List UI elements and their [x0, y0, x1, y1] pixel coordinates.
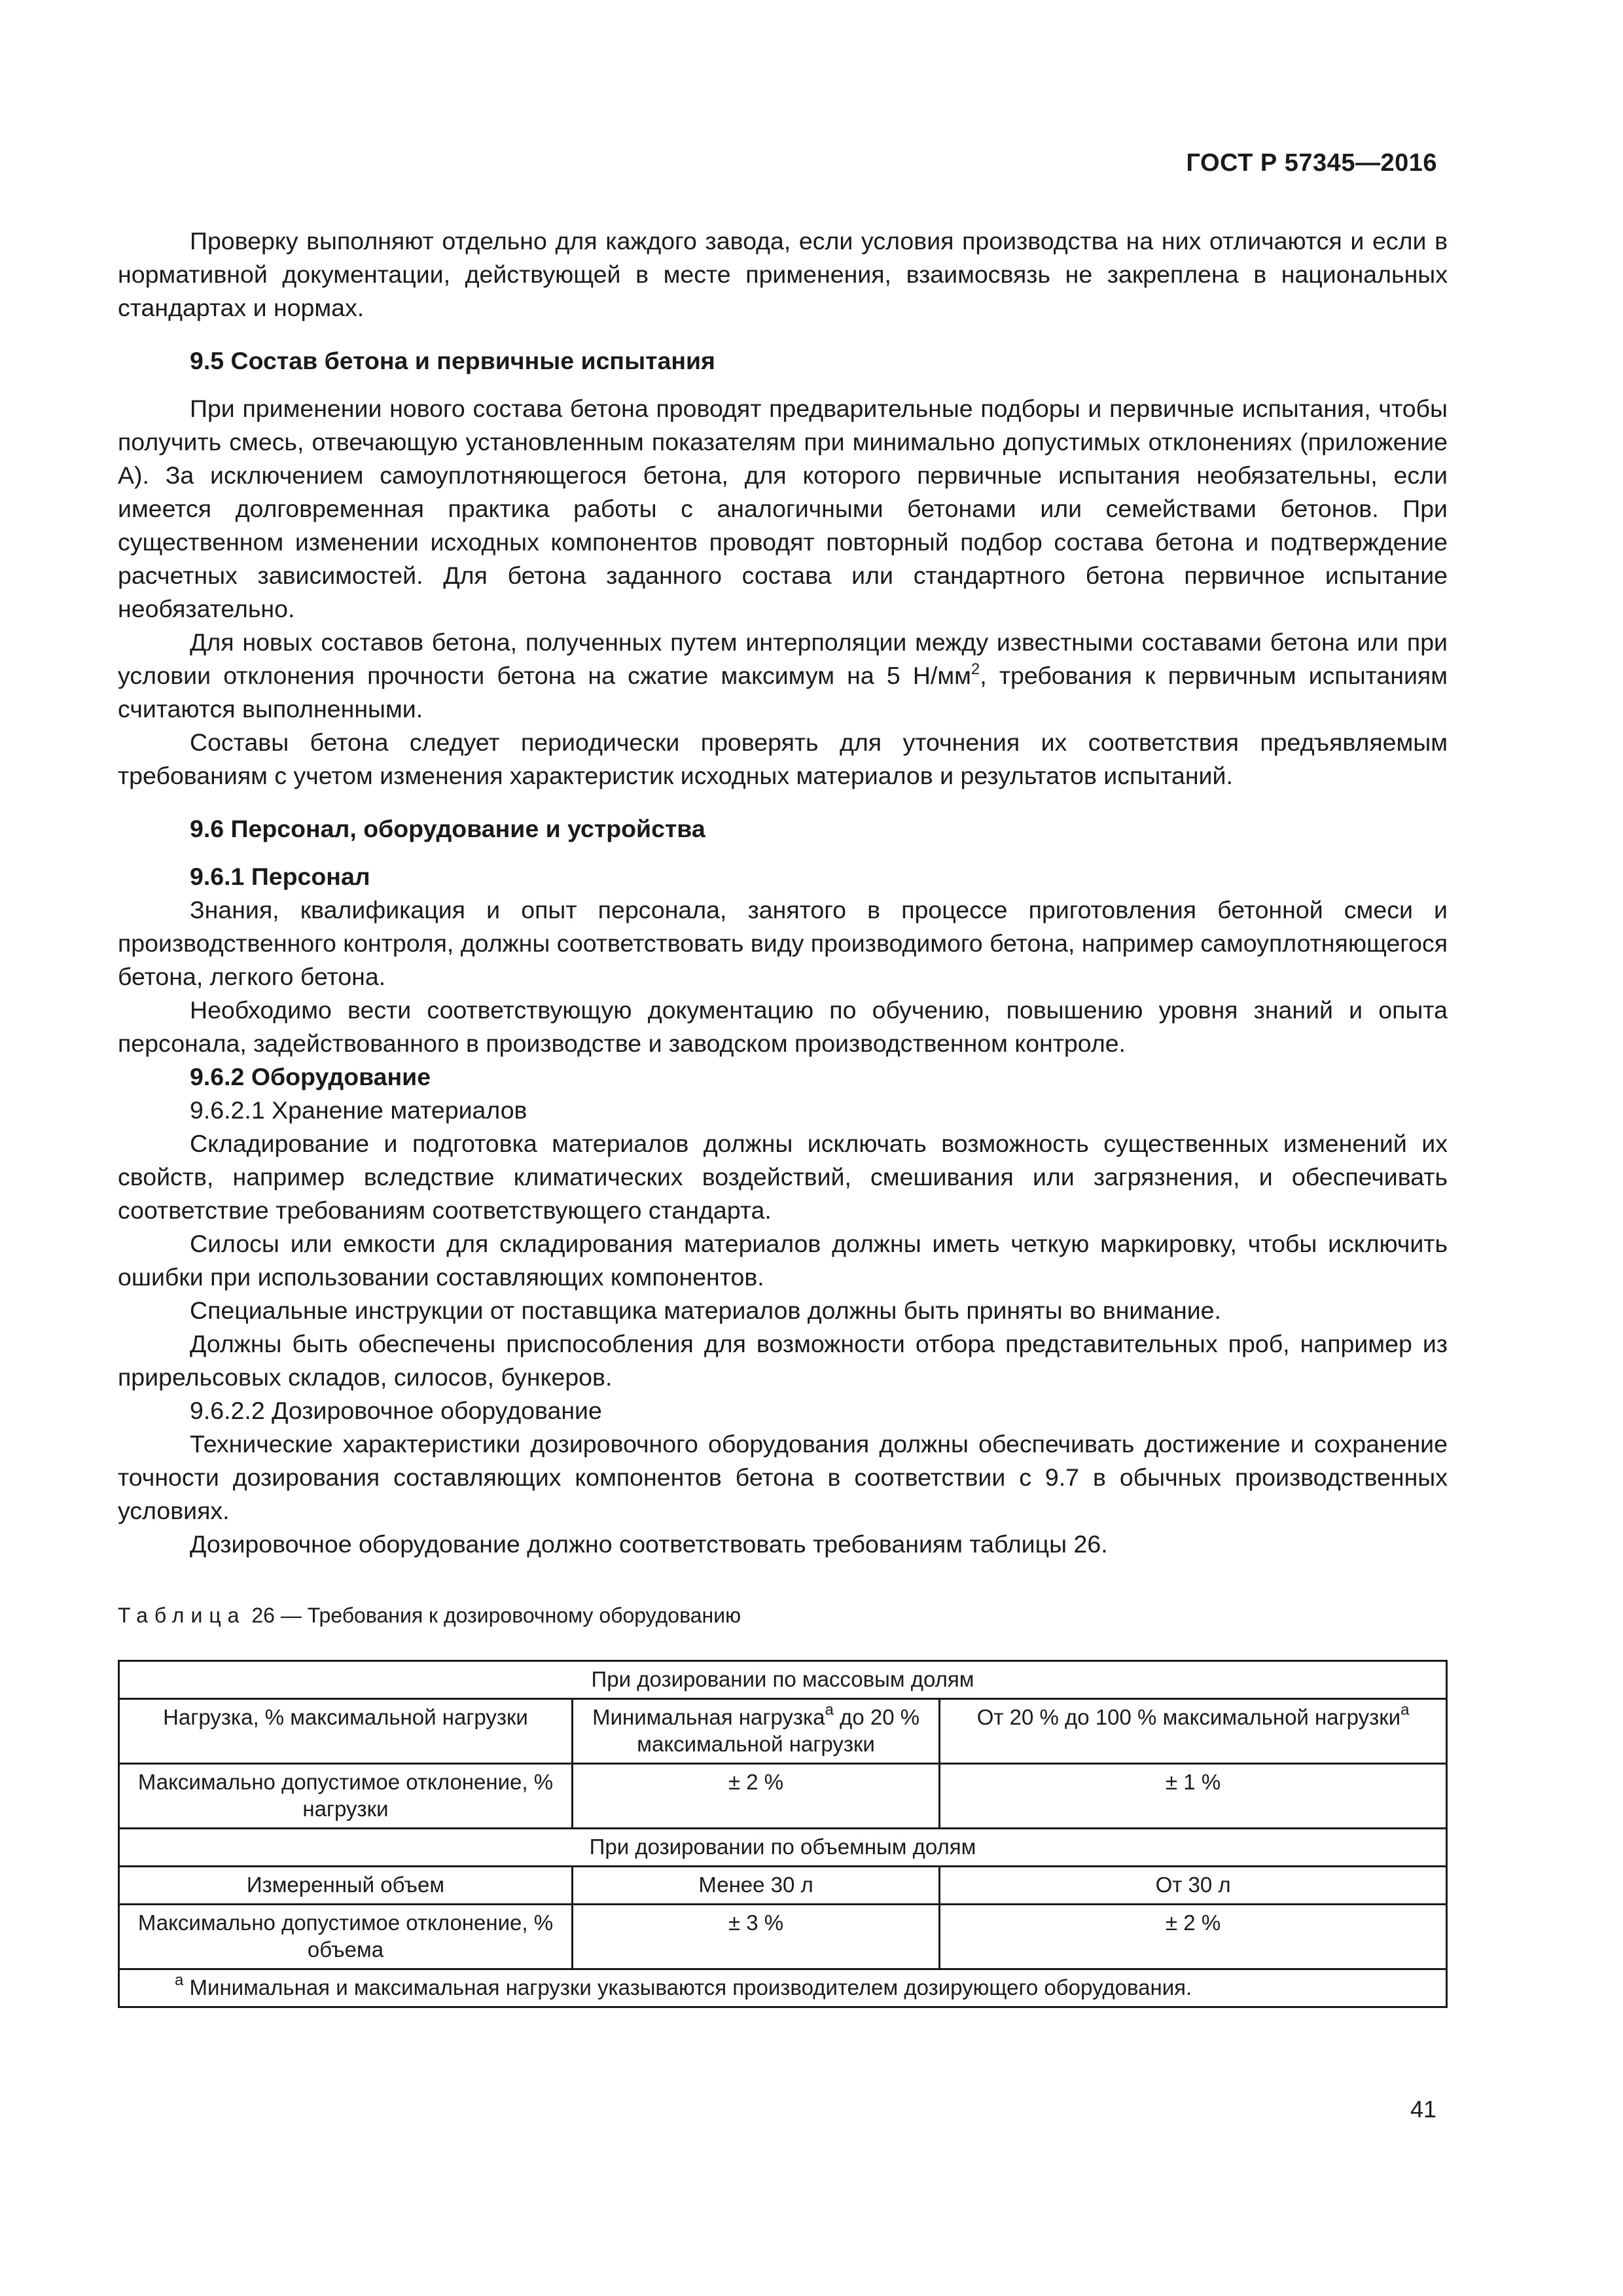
table-cell-load-header: Нагрузка, % максимальной нагрузки	[119, 1699, 573, 1764]
paragraph-9-6-1-2: Необходимо вести соответствующую документацию по обучению, повышению уровня знаний и опыта персонала, задействованного в производстве и заводском производственном контроле.	[118, 996, 1448, 1057]
table-cell-volume-large: От 30 л	[940, 1867, 1447, 1905]
superscript-2: 2	[971, 660, 980, 678]
table-cell-mass-deviation-max: ± 1 %	[940, 1764, 1447, 1829]
section-heading-9-5: 9.5 Состав бетона и первичные испытания	[190, 347, 715, 374]
document-code: ГОСТ Р 57345—2016	[1186, 149, 1437, 177]
body-text	[118, 224, 1448, 1561]
section-heading-9-6: 9.6 Персонал, оборудование и устройства	[190, 815, 705, 842]
table-caption	[118, 1602, 1448, 1628]
footnote-text: Минимальная и максимальная нагрузки указываются производителем дозирующего оборудования.	[183, 1975, 1192, 2000]
footnote-marker: а	[1400, 1701, 1410, 1719]
paragraph-9-5-2-part-b: , требования к первичным испытаниям считаются выполненными.	[118, 662, 1448, 723]
table-row	[119, 1969, 1447, 2007]
table-26	[118, 1660, 1448, 2008]
paragraph-9-6-2-1-1: Складирование и подготовка материалов должны исключать возможность существенных изменений их свойств, например вследствие климатических воздействий, смешивания или загрязнения, и обеспечивать соответствие требованиям соответствующего стандарта.	[118, 1130, 1448, 1224]
table-cell-volume-deviation-label: Максимально допустимое отклонение, % объема	[119, 1905, 573, 1969]
paragraph-9-5-3: Составы бетона следует периодически проверять для уточнения их соответствия предъявляемым требованиям с учетом изменения характеристик исходных материалов и результатов испытаний.	[118, 728, 1448, 789]
table-cell-mass-deviation-min: ± 2 %	[572, 1764, 939, 1829]
clause-heading-9-6-2-1: 9.6.2.1 Хранение материалов	[190, 1096, 527, 1124]
table-section-header-volume: При дозировании по объемным долям	[119, 1829, 1447, 1867]
paragraph-9-6-2-2-1: Технические характеристики дозировочного оборудования должны обеспечивать достижение и сохранение точности дозирования составляющих компонентов бетона в соответствии с 9.7 в обычных производственных условиях.	[118, 1430, 1448, 1524]
table-cell-volume-deviation-small: ± 3 %	[572, 1905, 939, 1969]
clause-heading-9-6-2-2: 9.6.2.2 Дозировочное оборудование	[190, 1397, 602, 1424]
table-section-header-mass: При дозировании по массовым долям	[119, 1661, 1447, 1699]
paragraph-9-6-2-2-2: Дозировочное оборудование должно соответствовать требованиям таблицы 26.	[190, 1530, 1108, 1558]
table-cell-mass-deviation-label: Максимально допустимое отклонение, % нагрузки	[119, 1764, 573, 1829]
table-footnote	[119, 1969, 1447, 2007]
paragraph-9-6-1-1: Знания, квалификация и опыт персонала, занятого в процессе приготовления бетонной смеси и производственного контроля, должны соответствовать виду производимого бетона, например самоуплотняющегося бетона, легкого бетона.	[118, 896, 1448, 990]
table-cell-volume-small: Менее 30 л	[572, 1867, 939, 1905]
table-row	[119, 1699, 1447, 1764]
paragraph-intro: Проверку выполняют отдельно для каждого завода, если условия производства на них отличаются и если в нормативной документации, действующей в месте применения, взаимосвязь не закреплена в национальных стандартах и нормах.	[118, 227, 1448, 321]
table-row	[119, 1905, 1447, 1969]
cell-text: до 20 % максимальной нагрузки	[637, 1705, 920, 1756]
table-cell-min-load-header	[572, 1699, 939, 1764]
table-row	[119, 1764, 1447, 1829]
table-cell-volume-deviation-large: ± 2 %	[940, 1905, 1447, 1969]
paragraph-9-5-2-part-a: Для новых составов бетона, полученных путем интерполяции между известными составами бетона или при условии отклонения прочности бетона на сжатие максимум на 5 Н/мм	[118, 628, 1448, 689]
paragraph-9-6-2-1-4: Должны быть обеспечены приспособления для возможности отбора представительных проб, например из прирельсовых складов, силосов, бункеров.	[118, 1330, 1448, 1391]
cell-text: Минимальная нагрузка	[592, 1705, 825, 1729]
paragraph-9-6-2-1-3: Специальные инструкции от поставщика материалов должны быть приняты во внимание.	[190, 1297, 1221, 1324]
table-cell-volume-header: Измеренный объем	[119, 1867, 573, 1905]
paragraph-9-5-1: При применении нового состава бетона проводят предварительные подборы и первичные испытания, чтобы получить смесь, отвечающую установленным показателям при минимально допустимых отклонениях (приложение А). За исключением самоуплотняющегося бетона, для которого первичные испытания необязательны, если имеется долговременная практика работы с аналогичными бетонами или семействами бетонов. При существенном изменении исходных компонентов проводят повторный подбор состава бетона и подтверждение расчетных зависимостей. Для бетона заданного состава или стандартного бетона первичное испытание необязательно.	[118, 395, 1448, 622]
footnote-marker: а	[825, 1701, 834, 1719]
subsection-heading-9-6-1: 9.6.1 Персонал	[190, 863, 370, 890]
table-row	[119, 1829, 1447, 1867]
paragraph-9-5-2	[118, 626, 1448, 726]
table-row	[119, 1867, 1447, 1905]
table-row	[119, 1661, 1447, 1699]
table-cell-max-load-header	[940, 1699, 1447, 1764]
subsection-heading-9-6-2: 9.6.2 Оборудование	[190, 1063, 431, 1090]
table-caption-label: Таблица	[118, 1604, 246, 1627]
cell-text: От 20 % до 100 % максимальной нагрузки	[976, 1705, 1401, 1729]
table-caption-title: 26 — Требования к дозировочному оборудованию	[245, 1604, 741, 1627]
page-number: 41	[1410, 2096, 1436, 2123]
paragraph-9-6-2-1-2: Силосы или емкости для складирования материалов должны иметь четкую маркировку, чтобы исключить ошибки при использовании составляющих компонентов.	[118, 1230, 1448, 1291]
footnote-marker: а	[175, 1971, 184, 1989]
